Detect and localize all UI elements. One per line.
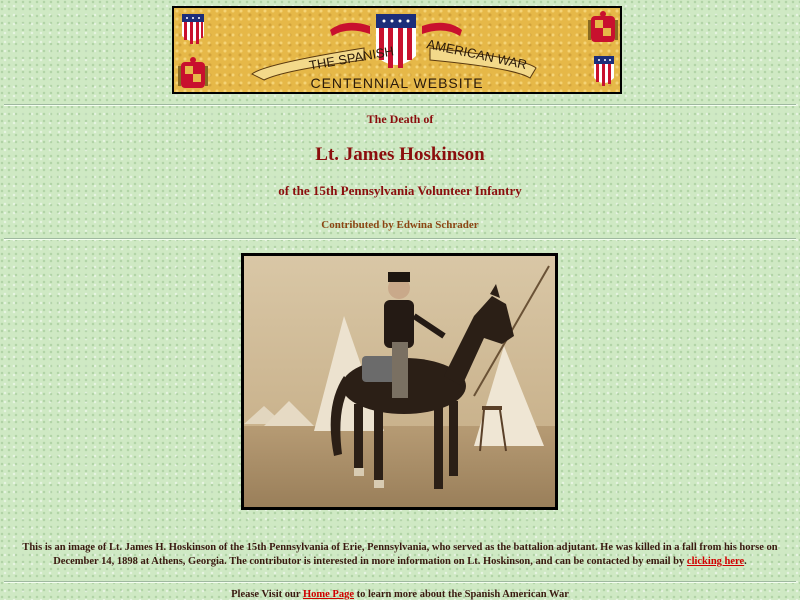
- footer-suffix: to learn more about the Spanish American War: [354, 589, 569, 600]
- divider: [4, 238, 796, 240]
- divider: [4, 581, 796, 583]
- footer-prefix: Please Visit our: [231, 589, 303, 600]
- site-banner: [172, 6, 622, 94]
- spanish-crest-icon: [588, 11, 618, 42]
- us-shield-icon: [594, 56, 614, 86]
- home-page-link[interactable]: Home Page: [302, 589, 354, 600]
- us-shield-icon: [182, 14, 204, 44]
- footer: [0, 589, 800, 600]
- divider: [4, 104, 796, 106]
- heading-unit: of the 15th Pennsylvania Volunteer Infantry: [278, 183, 522, 198]
- caption-end: .: [744, 556, 747, 567]
- photograph-of-officer-on-horse-icon: [244, 256, 555, 507]
- contributor-credit: Contributed by Edwina Schrader: [321, 219, 479, 231]
- spanish-crest-icon: [178, 57, 208, 88]
- email-contact-link[interactable]: clicking here: [686, 556, 745, 567]
- banner-line1-left: THE SPANISH: [307, 43, 395, 73]
- heading-intro: The Death of: [366, 112, 434, 126]
- banner-graphic: [174, 8, 620, 92]
- officer-photograph: [241, 253, 558, 510]
- banner-line1-right: AMERICAN WAR: [425, 36, 529, 73]
- caption-text: This is an image of Lt. James H. Hoskinson of the 15th Pennsylvania of Erie, Pennsylvania, who served as the battalion adjutant. He was killed in a fall from his horse on December 14, 1898 at Athens, Georgia. The contributor is interested in more information on Lt. Hoskinson, and can be contacted by email by: [22, 542, 778, 567]
- page-title: Lt. James Hoskinson: [315, 144, 485, 165]
- photo-caption: [8, 541, 792, 569]
- banner-line2: CENTENNIAL WEBSITE: [310, 75, 484, 91]
